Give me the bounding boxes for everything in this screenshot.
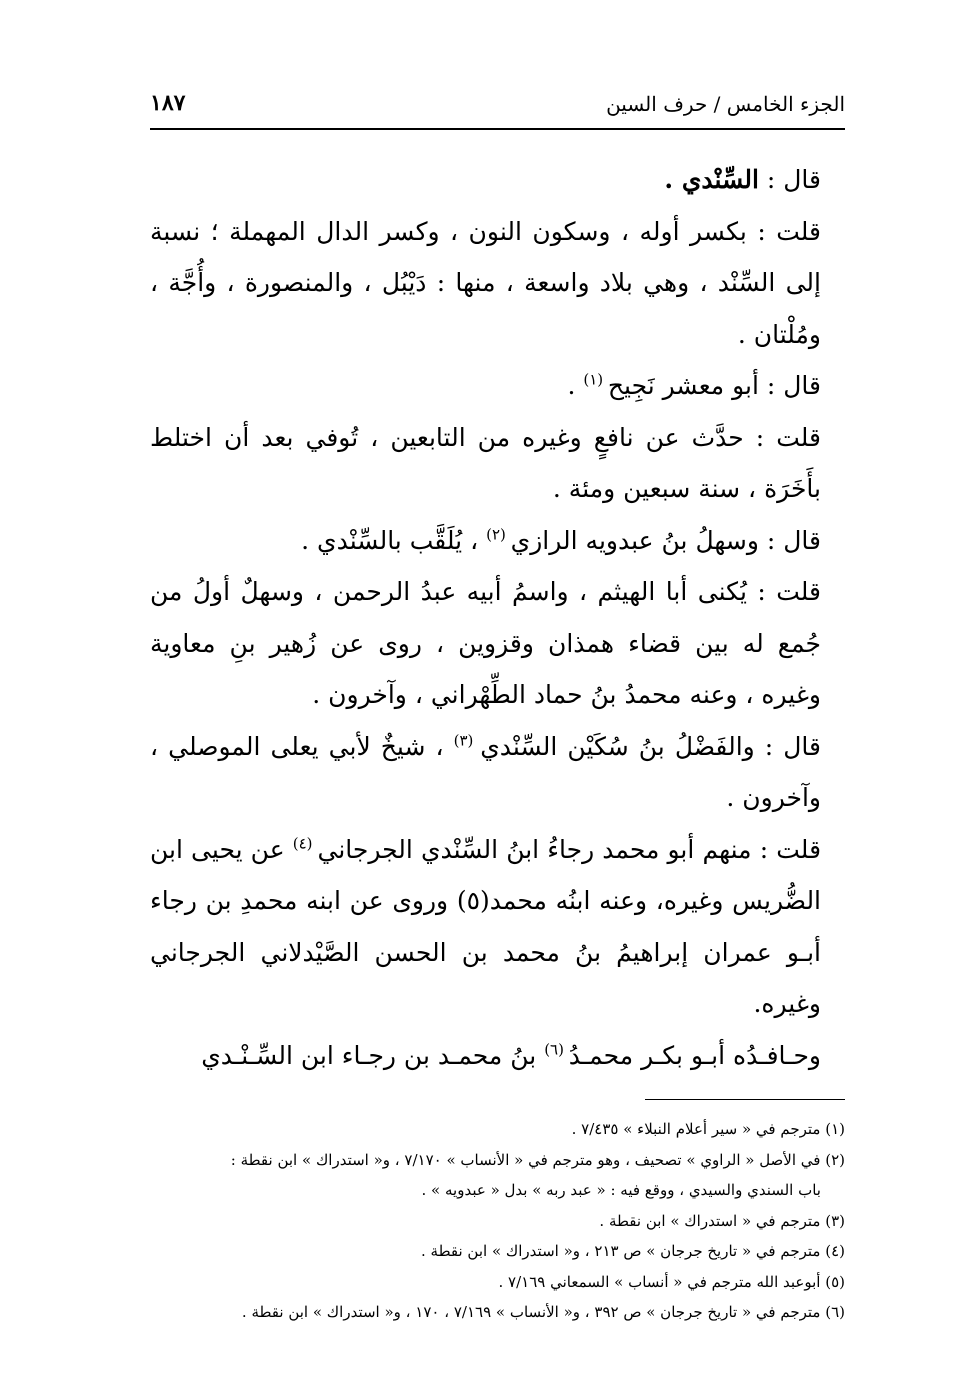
paragraph-text: والفَضْلُ بنُ سُكَيْن السِّنْدي — [480, 731, 755, 761]
paragraph-text: منهم أبو محمد رجاءُ ابنُ السِّنْدي الجرجاني — [317, 834, 752, 864]
paragraph-qala — [150, 515, 845, 567]
paragraph-text-after: عن يحيى ابن الضُّريس وغيره، وعنه ابنُه محمد(٥) وروى عن ابنه محمدِ بن رجاء أبـو عمران إبراهيمُ بنُ محمد بن الحسن الصَّيْدلاني الجرجاني وغيره. — [150, 834, 822, 1018]
paragraph-qult — [150, 566, 845, 721]
paragraph-lead: قلت : — [746, 216, 822, 246]
paragraph-qala — [150, 721, 845, 824]
paragraph-qult — [150, 412, 845, 515]
footnote: (٤) مترجم في « تاريخ جرجان » ص ٢١٣ ، و« استدراك » ابن نقطة . — [421, 1242, 845, 1260]
paragraph-text: يُكنى أبا الهيثم ، واسمُ أبيه عبدُ الرحمن ، وسهلٌ أولُ من جُمع له بين قضاء همذان وقزوين ، روى عن زُهير بنِ معاوية وغيره ، وعنه محمدُ بنُ حماد الطِّهْراني ، وآخرون . — [150, 577, 821, 709]
paragraph-text: بكسر أوله ، وسكون النون ، وكسر الدال المهملة ؛ نسبة إلى السِّنْد ، وهي بلاد واسعة ، منها : دَيْبُل ، والمنصورة ، وأُجَّة ، ومُلْتان . — [150, 216, 821, 349]
footnote-ref: (٣) — [453, 731, 481, 750]
footnote: (١) مترجم في « سير أعلام النبلاء » ٧/٤٣٥ . — [571, 1120, 845, 1138]
paragraph-qult — [150, 824, 845, 1030]
book-page — [150, 80, 845, 1328]
paragraph-lead: قلت : — [746, 577, 821, 606]
paragraph-qala — [150, 360, 845, 412]
main-text — [150, 154, 845, 1081]
paragraph-text-after: ، شيخٌ لأبي يعلى الموصلي ، وآخرون . — [150, 731, 821, 812]
page-number: ١٨٧ — [150, 90, 186, 116]
footnote: (٦) مترجم في « تاريخ جرجان » ص ٣٩٢ ، و« الأنساب » ٧/١٦٩ ، ١٧٠ ، و« استدراك » ابن نقطة . — [241, 1303, 845, 1321]
footnote-separator — [645, 1099, 845, 1100]
paragraph-text: أبو معشر نَجِيح — [607, 371, 759, 400]
footnote-ref: (٤) — [292, 834, 318, 853]
paragraph-text-after: بنُ محمـد بن رجـاء ابن السِّـنْـدي — [201, 1040, 545, 1070]
paragraph-lead: قال : — [758, 371, 821, 400]
paragraph-lead: قلت : — [743, 422, 822, 452]
footnote: باب السندي والسيدي ، ووقع فيه : « عبد ربه » بدل « عبدويه » . — [421, 1181, 821, 1199]
footnote-ref: (١) — [583, 370, 608, 389]
footnote: (٣) مترجم في « استدراك » ابن نقطة . — [599, 1211, 845, 1230]
paragraph-lead: قال : — [758, 165, 821, 194]
paragraph-text: حدَّث عن نافعٍ وغيره من التابعين ، تُوفي بعد أن اختلط بأَخَرَة ، سنة سبعين ومئة . — [150, 422, 821, 503]
paragraph-qult — [150, 206, 845, 361]
paragraph-qala — [150, 154, 845, 206]
paragraph-text: وسهلُ بنُ عبدويه الرازي — [510, 525, 759, 555]
footnote-ref: (٦) — [544, 1040, 569, 1059]
paragraph-text-after: ، يُلَقَّب بالسِّنْدي . — [301, 525, 487, 555]
footnote-ref: (٢) — [486, 525, 511, 544]
paragraph-lead: قال : — [754, 731, 821, 761]
paragraph-lead: قال : — [758, 525, 821, 555]
paragraph-qult — [150, 1030, 845, 1082]
paragraph-text-after: . — [567, 371, 584, 400]
running-header — [150, 90, 845, 130]
paragraph-text: وحـافـدُه أبـو بكـر محمـدُ — [568, 1040, 821, 1070]
paragraph-lead: قلت : — [751, 834, 822, 864]
header-title: الجزء الخامس / حرف السين — [606, 92, 845, 116]
paragraph-text: السِّنْدي . — [664, 165, 759, 194]
footnotes — [150, 1114, 845, 1328]
footnote: (٢) في الأصل « الراوي » تصحيف ، وهو مترجم في « الأنساب » ٧/١٧٠ ، و« استدراك » ابن نقطة : — [230, 1150, 845, 1169]
footnote: (٥) أبوعبد الله مترجم في « أنساب » السمعاني ٧/١٦٩ . — [498, 1272, 845, 1291]
